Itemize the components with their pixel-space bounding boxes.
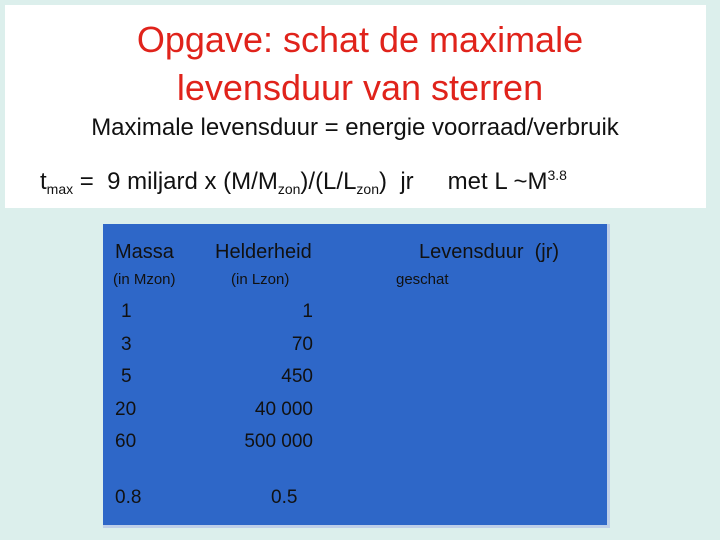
unit-luminosity: (in Lzon) — [231, 271, 290, 288]
formula-t: t — [40, 168, 47, 195]
header-luminosity: Helderheid — [215, 241, 312, 263]
luminosity-cell: 40 000 — [254, 398, 313, 420]
formula-max-subscript: max — [46, 181, 74, 197]
mass-cell: 5 — [121, 366, 132, 387]
formula — [40, 158, 700, 206]
title-line-1: Opgave: schat de maximale — [136, 19, 584, 60]
formula-middle: )/(L/L — [300, 168, 357, 195]
mass-column — [115, 296, 175, 459]
unit-mass: (in Mzon) — [113, 271, 176, 288]
luminosity-column — [233, 296, 313, 459]
luminosity-cell: 70 — [291, 333, 313, 355]
extra-row-luminosity: 0.5 — [271, 487, 298, 508]
mass-cell: 20 — [115, 398, 137, 420]
luminosity-cell: 1 — [302, 301, 313, 322]
mass-cell: 3 — [121, 333, 132, 355]
mass-cell: 60 — [115, 431, 137, 452]
star-table — [103, 224, 610, 528]
slide-title — [0, 16, 720, 112]
title-line-2: levensduur van sterren — [176, 67, 544, 108]
formula-exponent: 3.8 — [547, 167, 567, 183]
luminosity-cell: 450 — [281, 366, 313, 387]
luminosity-cell: 500 000 — [244, 431, 313, 452]
formula-zon-subscript-1: zon — [277, 181, 301, 197]
unit-lifetime: geschat — [396, 271, 449, 288]
formula-end: ) jr — [379, 168, 414, 195]
header-mass: Massa — [115, 241, 174, 263]
header-lifetime: Levensduur (jr) — [419, 241, 560, 263]
formula-equation: = 9 miljard x (M/M — [73, 168, 278, 195]
extra-row-mass: 0.8 — [115, 487, 142, 508]
formula-zon-subscript-2: zon — [356, 181, 379, 197]
formula-relation: met L ~M — [447, 168, 548, 195]
mass-cell: 1 — [121, 301, 132, 322]
subtitle: Maximale levensduur = energie voorraad/verbruik — [91, 114, 619, 141]
